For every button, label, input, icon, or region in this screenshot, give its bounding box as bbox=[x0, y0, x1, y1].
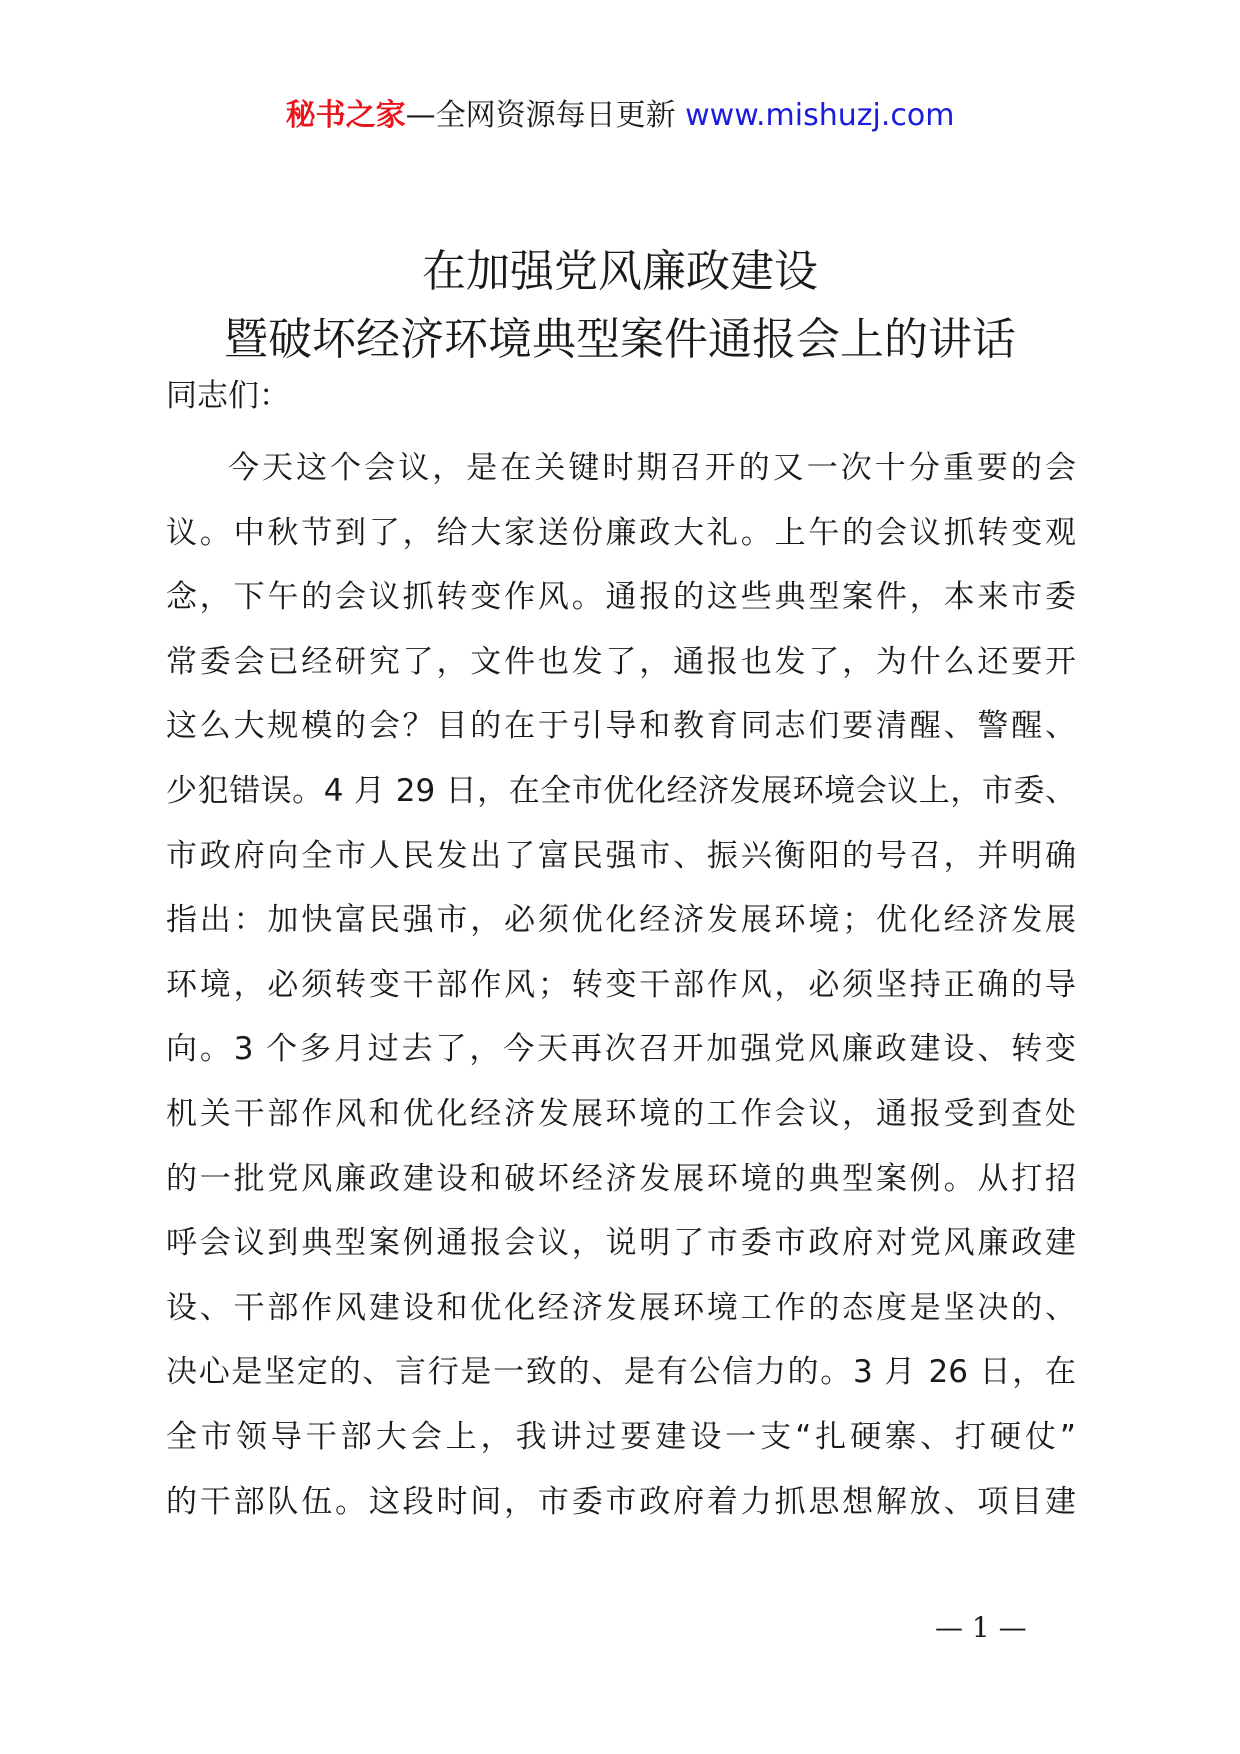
body-line: 全市领导干部大会上，我讲过要建设一支“扎硬寨、打硬仗” bbox=[166, 1418, 1076, 1455]
body-line: 的一批党风廉政建设和破坏经济发展环境的典型案例。从打招 bbox=[166, 1160, 1076, 1197]
body-line: 市政府向全市人民发出了富民强市、振兴衡阳的号召，并明确 bbox=[166, 837, 1076, 874]
body-line: 念，下午的会议抓转变作风。通报的这些典型案件，本来市委 bbox=[166, 579, 1076, 616]
body-paragraph bbox=[166, 436, 1076, 1534]
body-line: 指出：加快富民强市，必须优化经济发展环境；优化经济发展 bbox=[166, 902, 1076, 939]
body-line: 呼会议到典型案例通报会议，说明了市委市政府对党风廉政建 bbox=[166, 1225, 1076, 1262]
body-line: 这么大规模的会？目的在于引导和教育同志们要清醒、警醒、 bbox=[166, 708, 1076, 745]
banner-url-link[interactable]: www.mishuzj.com bbox=[685, 98, 955, 133]
title-line-2: 暨破坏经济环境典型案件通报会上的讲话 bbox=[224, 314, 1016, 365]
document-title bbox=[0, 238, 1240, 374]
body-line: 议。中秋节到了，给大家送份廉政大礼。上午的会议抓转变观 bbox=[166, 514, 1076, 551]
body-line: 设、干部作风建设和优化经济发展环境工作的态度是坚决的、 bbox=[166, 1289, 1076, 1326]
body-line: 的干部队伍。这段时间，市委市政府着力抓思想解放、项目建 bbox=[166, 1483, 1076, 1520]
banner-brand: 秘书之家 bbox=[285, 98, 406, 133]
greeting: 同志们： bbox=[166, 378, 290, 414]
body-line: 机关干部作风和优化经济发展环境的工作会议，通报受到查处 bbox=[166, 1095, 1076, 1132]
body-line: 环境，必须转变干部作风；转变干部作风，必须坚持正确的导 bbox=[166, 966, 1076, 1003]
body-line: 少犯错误。4 月 29 日，在全市优化经济发展环境会议上，市委、 bbox=[166, 772, 1076, 809]
site-banner bbox=[0, 96, 1240, 136]
title-line-1: 在加强党风廉政建设 bbox=[422, 246, 818, 297]
page-number: — 1 — bbox=[935, 1611, 1027, 1644]
banner-tagline: —全网资源每日更新 bbox=[405, 98, 676, 133]
body-line: 今天这个会议，是在关键时期召开的又一次十分重要的会 bbox=[228, 450, 1076, 486]
body-line: 决心是坚定的、言行是一致的、是有公信力的。3 月 26 日，在 bbox=[166, 1354, 1076, 1391]
body-line: 常委会已经研究了，文件也发了，通报也发了，为什么还要开 bbox=[166, 643, 1076, 680]
body-line: 向。3 个多月过去了，今天再次召开加强党风廉政建设、转变 bbox=[166, 1031, 1076, 1068]
